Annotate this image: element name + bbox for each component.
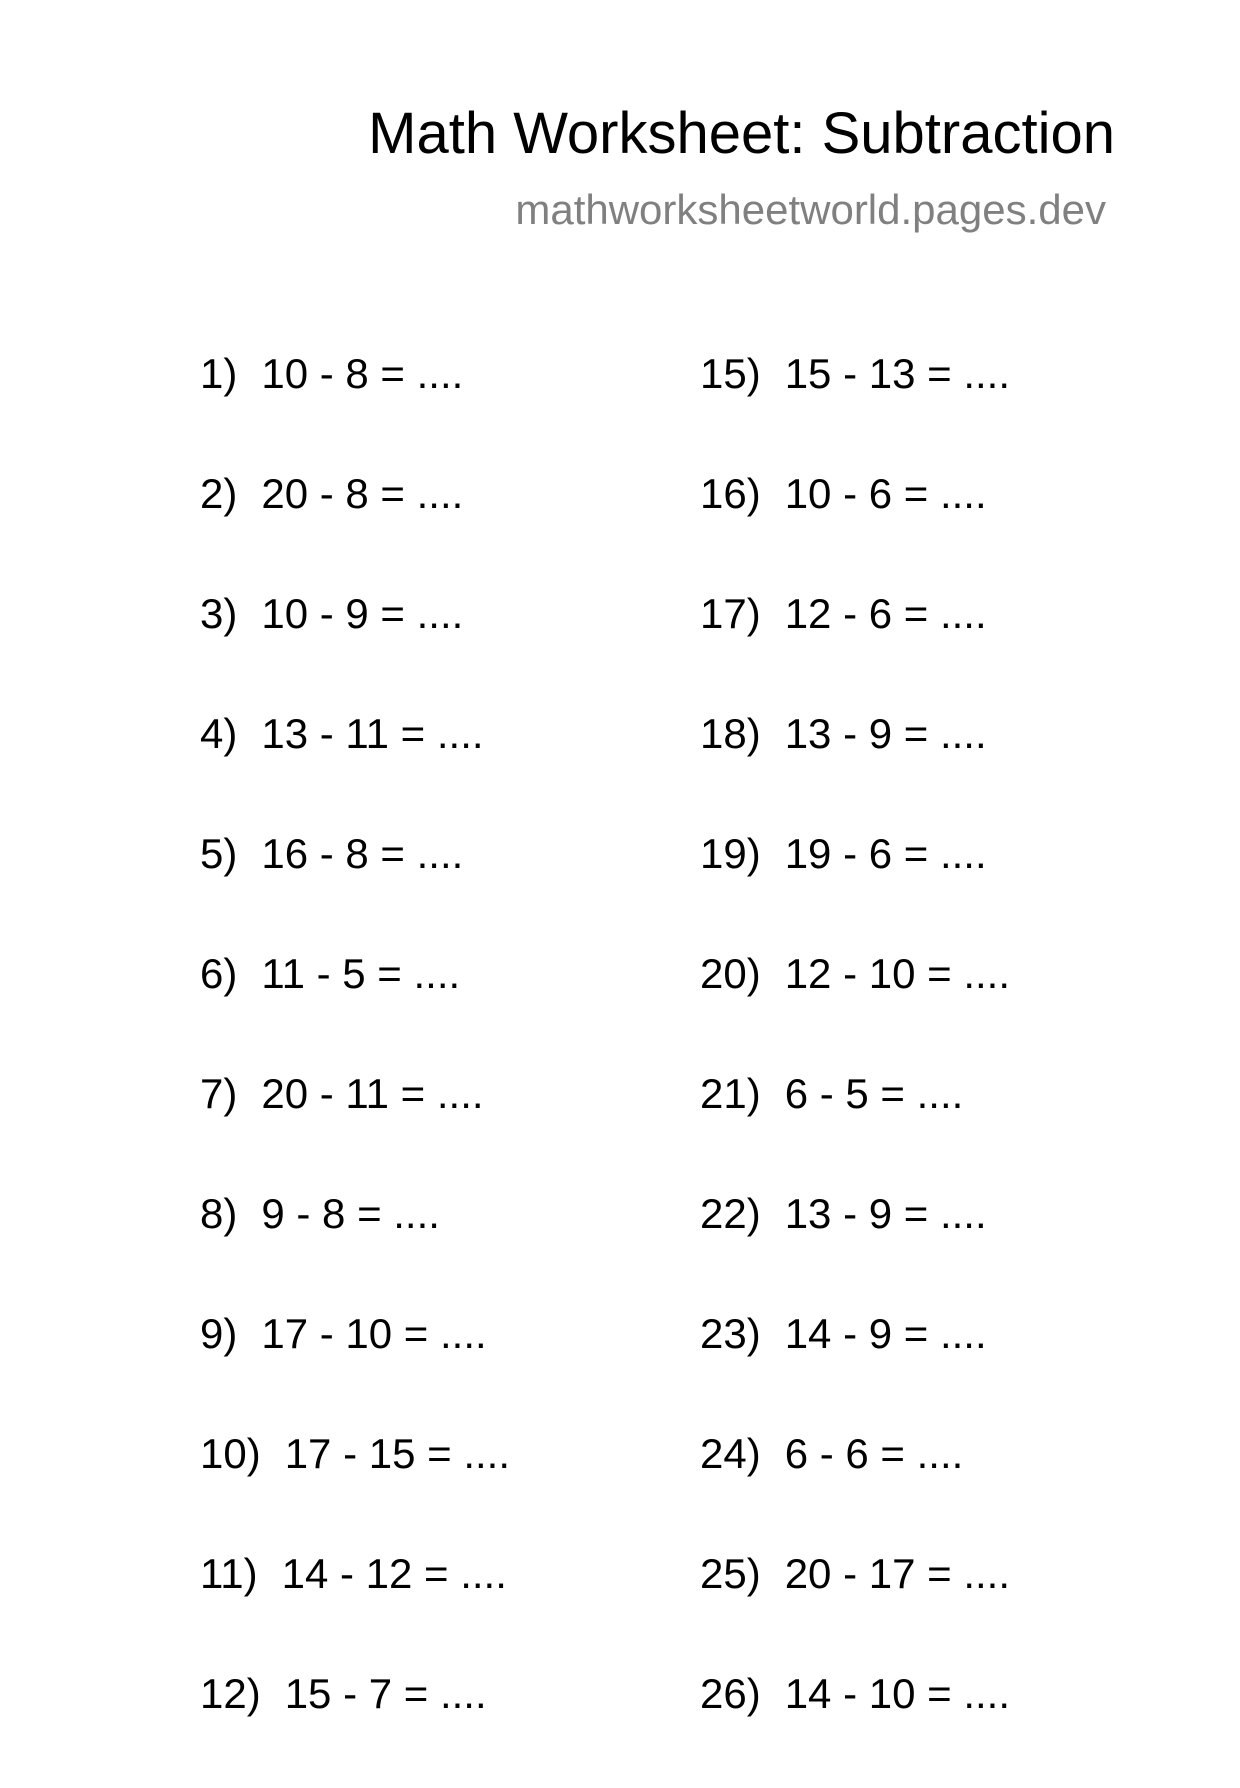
problem-expression: 13 - 11 = .... [261, 710, 484, 757]
problem-number: 21) [700, 1070, 761, 1117]
problem-expression: 11 - 5 = .... [261, 950, 461, 997]
problem-number: 22) [700, 1190, 761, 1237]
problem-number: 10) [200, 1430, 261, 1477]
problem-number: 24) [700, 1430, 761, 1477]
problem-expression: 17 - 15 = .... [284, 1430, 511, 1477]
page-title: Math Worksheet: Subtraction [368, 101, 1115, 166]
problem-number: 18) [700, 710, 761, 757]
problem-number: 25) [700, 1550, 761, 1597]
problem-number: 11) [200, 1550, 258, 1597]
problem-number: 20) [700, 950, 761, 997]
problem-number: 12) [200, 1670, 261, 1717]
problem-number: 16) [700, 470, 761, 517]
problem-expression: 15 - 7 = .... [284, 1670, 487, 1717]
problem-expression: 16 - 8 = .... [261, 830, 464, 877]
problem-item [700, 1548, 1010, 1668]
problem-item [700, 1188, 1010, 1308]
problem-item [700, 468, 1010, 588]
problem-item [700, 1308, 1010, 1428]
problem-expression: 6 - 5 = .... [784, 1070, 964, 1117]
problem-expression: 14 - 12 = .... [281, 1550, 507, 1597]
problem-number: 7) [200, 1070, 238, 1117]
problem-expression: 12 - 6 = .... [784, 590, 987, 637]
problem-item [200, 1308, 510, 1428]
problem-number: 9) [200, 1310, 238, 1357]
problem-number: 23) [700, 1310, 761, 1357]
problem-number: 1) [200, 350, 238, 397]
problem-expression: 10 - 9 = .... [261, 590, 464, 637]
problem-number: 15) [700, 350, 761, 397]
problem-item [200, 948, 510, 1068]
problem-number: 5) [200, 830, 238, 877]
problem-expression: 13 - 9 = .... [784, 710, 987, 757]
problem-expression: 6 - 6 = .... [784, 1430, 964, 1477]
problem-expression: 14 - 9 = .... [784, 1310, 987, 1357]
problem-number: 26) [700, 1670, 761, 1717]
problem-item [200, 348, 510, 468]
problem-item [200, 1668, 510, 1788]
problem-item [700, 1068, 1010, 1188]
problem-item [700, 948, 1010, 1068]
problem-item [200, 588, 510, 708]
problem-number: 4) [200, 710, 238, 757]
problem-item [200, 1548, 510, 1668]
problem-number: 2) [200, 470, 238, 517]
problem-item [200, 1428, 510, 1548]
problem-list-left [200, 348, 510, 1788]
problem-expression: 14 - 10 = .... [784, 1670, 1011, 1717]
problem-number: 17) [700, 590, 761, 637]
problem-expression: 10 - 8 = .... [261, 350, 464, 397]
problem-item [200, 1068, 510, 1188]
problem-expression: 20 - 11 = .... [261, 1070, 484, 1117]
problem-expression: 19 - 6 = .... [784, 830, 987, 877]
problem-item [200, 1188, 510, 1308]
problem-item [700, 588, 1010, 708]
problem-item [700, 348, 1010, 468]
problem-item [200, 828, 510, 948]
problem-expression: 12 - 10 = .... [784, 950, 1011, 997]
problem-expression: 13 - 9 = .... [784, 1190, 987, 1237]
problem-item [200, 468, 510, 588]
problem-number: 3) [200, 590, 238, 637]
problem-number: 8) [200, 1190, 238, 1237]
problem-item [700, 828, 1010, 948]
problem-item [700, 1668, 1010, 1788]
problem-expression: 17 - 10 = .... [261, 1310, 487, 1357]
problem-expression: 15 - 13 = .... [784, 350, 1011, 397]
problem-list-right [700, 348, 1010, 1788]
problem-number: 19) [700, 830, 761, 877]
problem-expression: 20 - 8 = .... [261, 470, 464, 517]
problem-item [200, 708, 510, 828]
problem-expression: 9 - 8 = .... [261, 1190, 440, 1237]
problem-expression: 20 - 17 = .... [784, 1550, 1011, 1597]
problem-item [700, 1428, 1010, 1548]
problem-expression: 10 - 6 = .... [784, 470, 987, 517]
site-url: mathworksheetworld.pages.dev [515, 186, 1106, 233]
problem-item [700, 708, 1010, 828]
problem-number: 6) [200, 950, 238, 997]
